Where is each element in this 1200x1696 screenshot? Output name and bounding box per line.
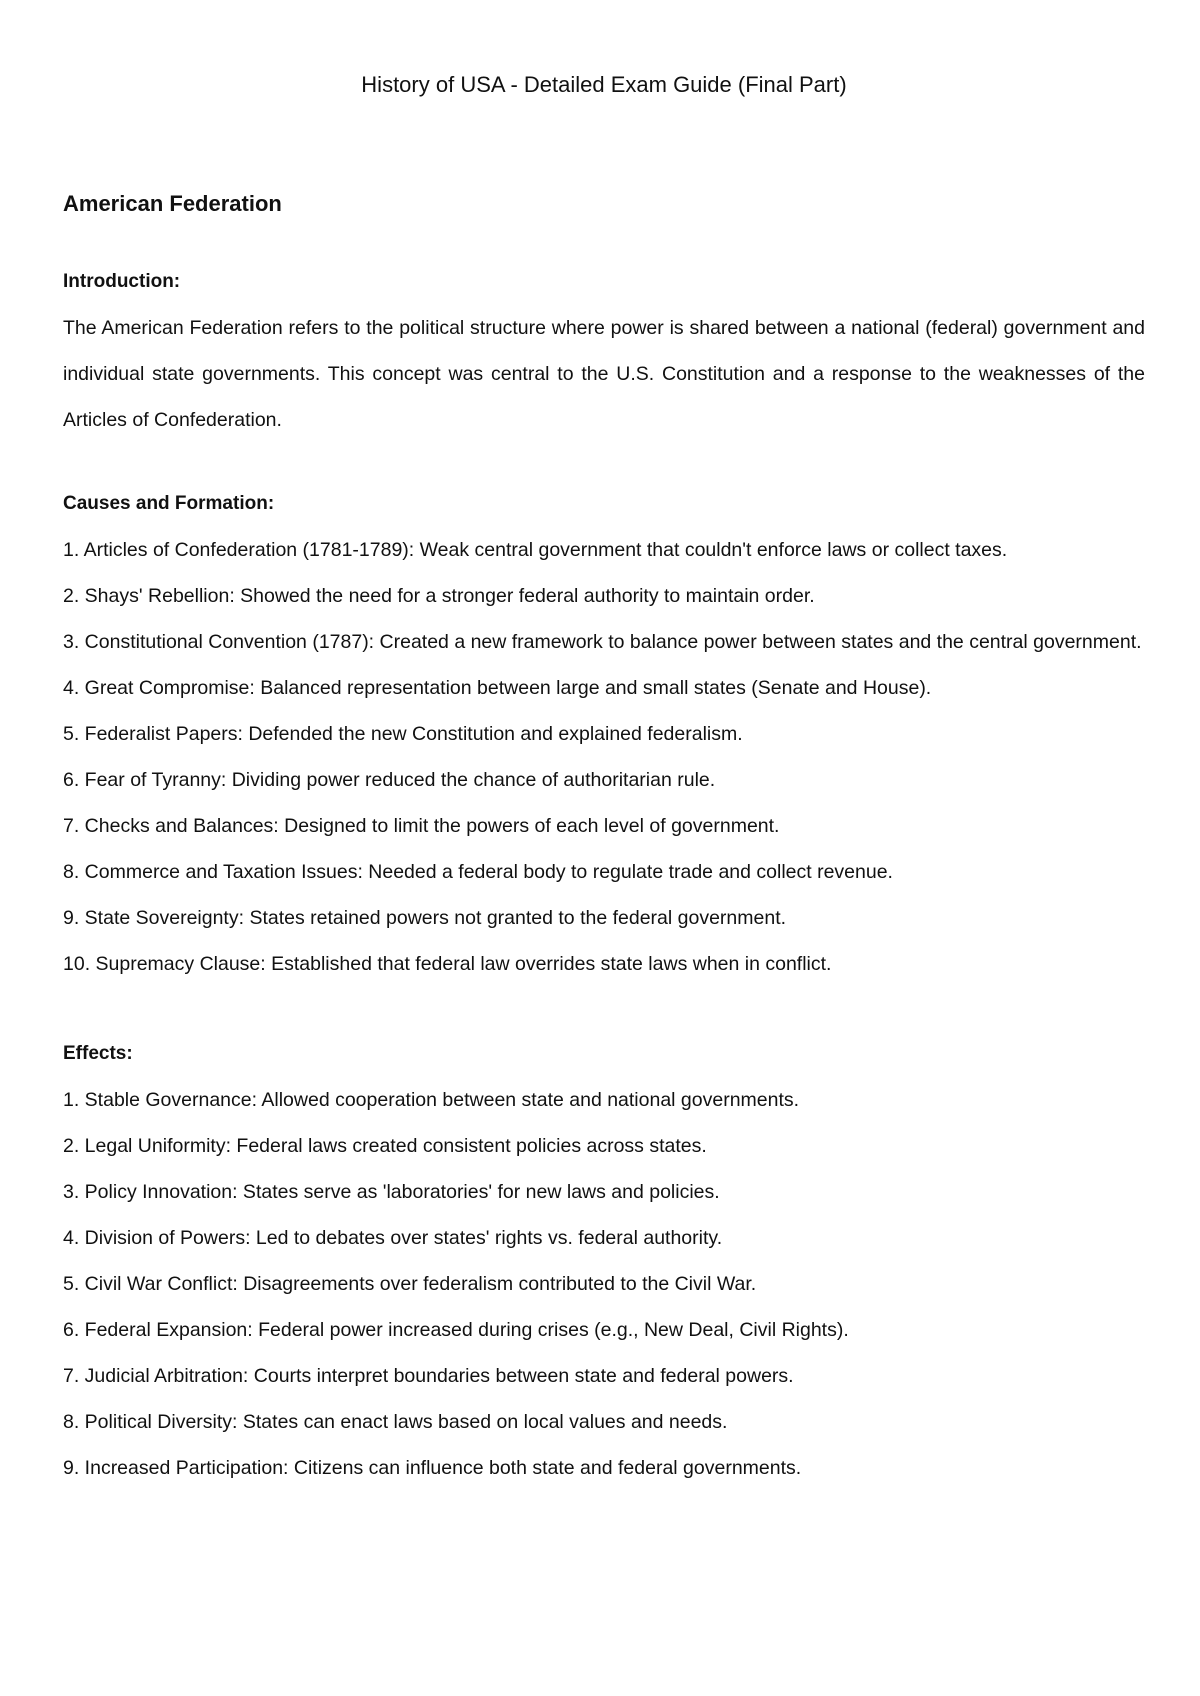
list-item: 5. Federalist Papers: Defended the new Constitution and explained federalism.: [63, 723, 743, 745]
list-item: 1. Stable Governance: Allowed cooperation between state and national governments.: [63, 1089, 800, 1111]
list-item: 8. Political Diversity: States can enact laws based on local values and needs.: [63, 1411, 728, 1433]
list-item: 5. Civil War Conflict: Disagreements over federalism contributed to the Civil War.: [63, 1273, 757, 1295]
section-heading: American Federation: [63, 191, 282, 216]
list-item: 6. Fear of Tyranny: Dividing power reduced the chance of authoritarian rule.: [63, 769, 716, 791]
list-item: 8. Commerce and Taxation Issues: Needed a federal body to regulate trade and collect revenue.: [63, 861, 893, 883]
list-item: 3. Policy Innovation: States serve as 'laboratories' for new laws and policies.: [63, 1181, 720, 1203]
list-item: 7. Checks and Balances: Designed to limit the powers of each level of government.: [63, 815, 780, 837]
list-item: 2. Shays' Rebellion: Showed the need for a stronger federal authority to maintain order.: [63, 585, 815, 607]
causes-heading: Causes and Formation:: [63, 493, 275, 514]
list-item: 9. Increased Participation: Citizens can influence both state and federal governments.: [63, 1457, 802, 1479]
list-item: 6. Federal Expansion: Federal power increased during crises (e.g., New Deal, Civil Rights).: [63, 1319, 849, 1341]
list-item: 9. State Sovereignty: States retained powers not granted to the federal government.: [63, 907, 787, 929]
list-item: 4. Division of Powers: Led to debates over states' rights vs. federal authority.: [63, 1227, 723, 1249]
list-item: 1. Articles of Confederation (1781-1789): Weak central government that couldn't enforce laws or collect taxes.: [63, 539, 1008, 561]
list-item: 7. Judicial Arbitration: Courts interpret boundaries between state and federal powers.: [63, 1365, 794, 1387]
causes-list: [63, 527, 1145, 987]
introduction-paragraph: The American Federation refers to the political structure where power is shared between a national (federal) government and individual state governments. This concept was central to the U.S. Constitution and a response to the weaknesses of the Articles of Confederation.: [63, 317, 1145, 431]
introduction-heading: Introduction:: [63, 271, 181, 292]
document-title: History of USA - Detailed Exam Guide (Final Part): [361, 72, 847, 97]
list-item: 10. Supremacy Clause: Established that federal law overrides state laws when in conflict.: [63, 953, 832, 975]
list-item: 4. Great Compromise: Balanced representation between large and small states (Senate and House).: [63, 677, 932, 699]
effects-heading: Effects:: [63, 1043, 133, 1064]
list-item: 2. Legal Uniformity: Federal laws created consistent policies across states.: [63, 1135, 707, 1157]
effects-list: [63, 1077, 1145, 1491]
list-item: 3. Constitutional Convention (1787): Created a new framework to balance power between states and the central government.: [63, 631, 1142, 653]
